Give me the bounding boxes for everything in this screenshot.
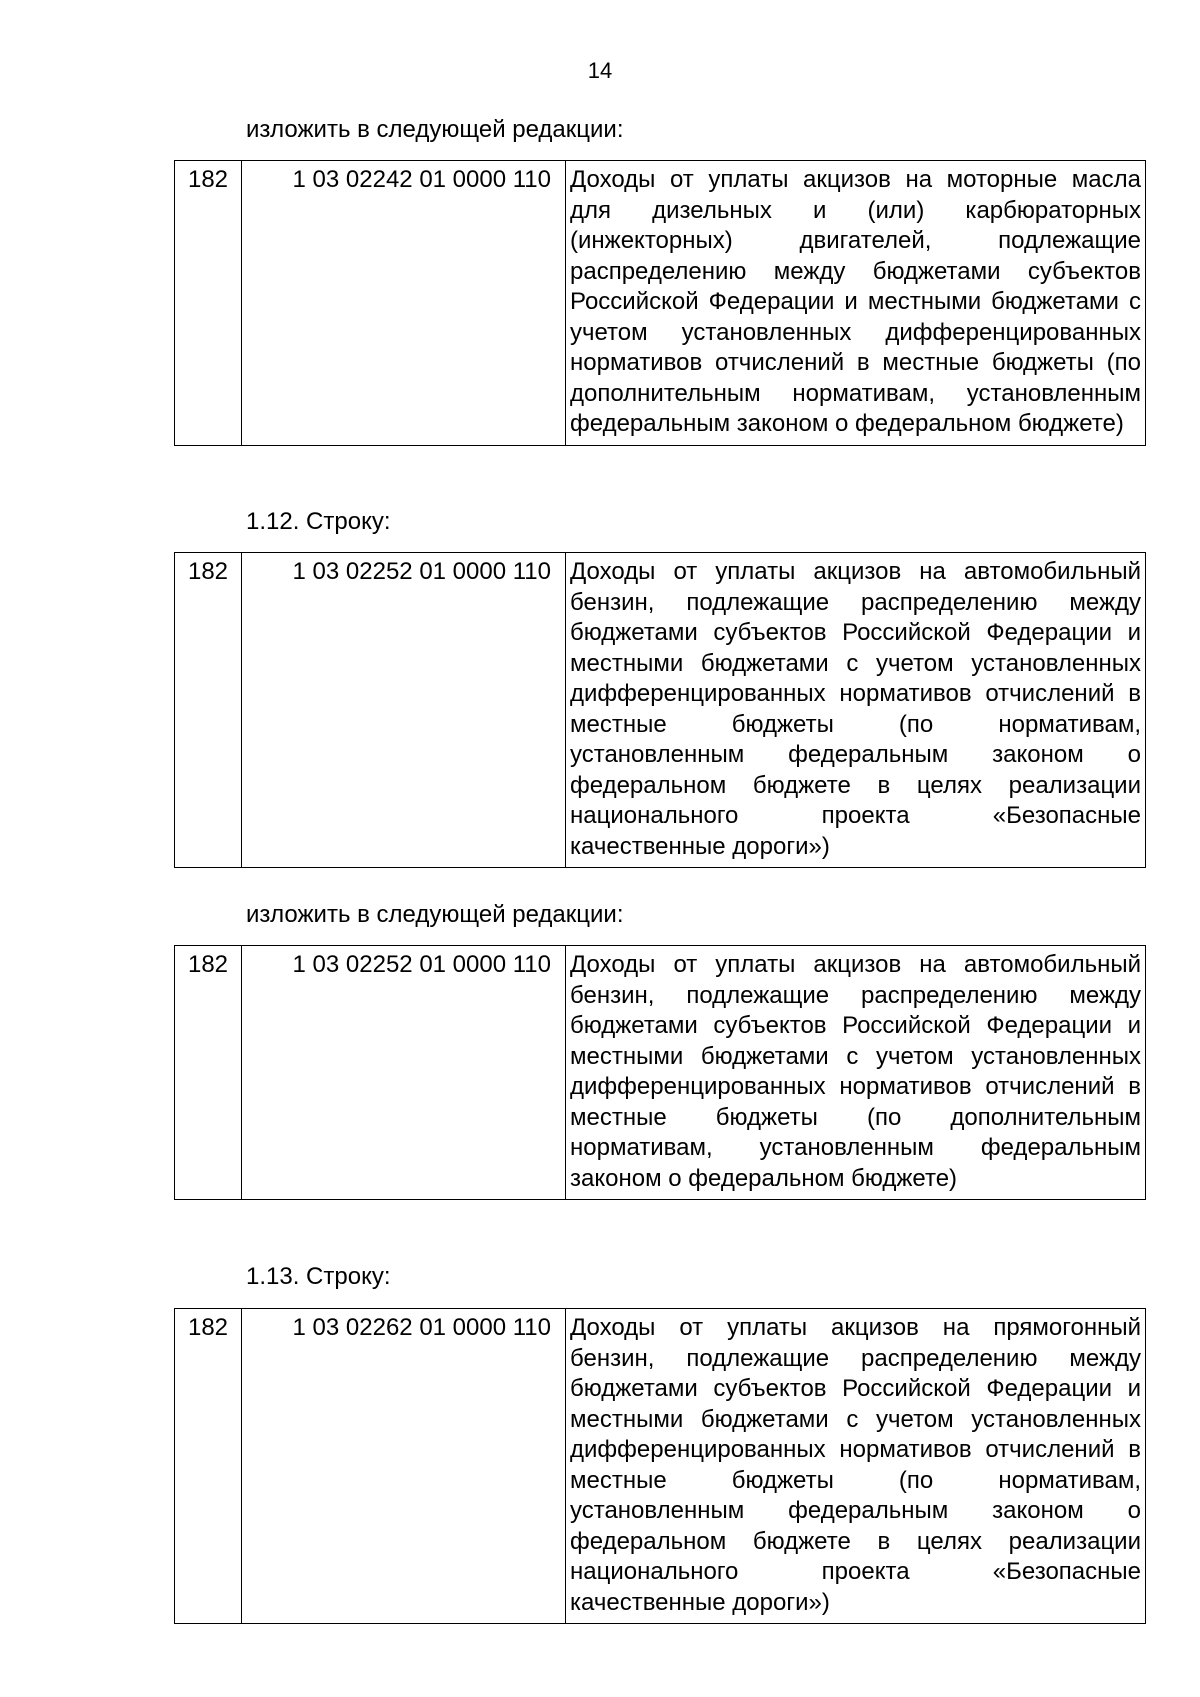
- revenue-table-2: [174, 552, 1146, 868]
- heading-1-13: 1.13. Строку:: [246, 1263, 391, 1290]
- admin-code-cell: 182: [175, 553, 242, 868]
- table-row: [175, 161, 1146, 446]
- page-number: 14: [587, 58, 613, 83]
- budget-code-cell: 1 03 02252 01 0000 110: [242, 946, 566, 1200]
- table-row: [175, 946, 1146, 1200]
- revenue-table-4: [174, 1308, 1146, 1624]
- revenue-name-cell: Доходы от уплаты акцизов на прямогонный бензин, подлежащие распределению между бюджетами субъектов Российской Федерации и местными бюджетами с учетом установленных дифференцированных нормативов отчислений в местные бюджеты (по нормативам, установленным федеральным законом о федеральном бюджете в целях реализации национального проекта «Безопасные качественные дороги»): [566, 1309, 1146, 1624]
- admin-code-cell: 182: [175, 946, 242, 1200]
- budget-code-cell: 1 03 02262 01 0000 110: [242, 1309, 566, 1624]
- budget-code-cell: 1 03 02252 01 0000 110: [242, 553, 566, 868]
- heading-1-12: 1.12. Строку:: [246, 508, 391, 535]
- intro-text-1: изложить в следующей редакции:: [246, 116, 624, 143]
- revenue-table-1: [174, 160, 1146, 446]
- admin-code-cell: 182: [175, 161, 242, 446]
- revenue-name-cell: Доходы от уплаты акцизов на автомобильный бензин, подлежащие распределению между бюджетами субъектов Российской Федерации и местными бюджетами с учетом установленных дифференцированных нормативов отчислений в местные бюджеты (по дополнительным нормативам, установленным федеральным законом о федеральном бюджете): [566, 946, 1146, 1200]
- revenue-table-3: [174, 945, 1146, 1200]
- revenue-name-cell: Доходы от уплаты акцизов на моторные масла для дизельных и (или) карбюраторных (инжекторных) двигателей, подлежащие распределению между бюджетами субъектов Российской Федерации и местными бюджетами с учетом установленных дифференцированных нормативов отчислений в местные бюджеты (по дополнительным нормативам, установленным федеральным законом о федеральном бюджете): [566, 161, 1146, 446]
- intro-text-2: изложить в следующей редакции:: [246, 901, 624, 928]
- table-row: [175, 1309, 1146, 1624]
- revenue-name-cell: Доходы от уплаты акцизов на автомобильный бензин, подлежащие распределению между бюджетами субъектов Российской Федерации и местными бюджетами с учетом установленных дифференцированных нормативов отчислений в местные бюджеты (по нормативам, установленным федеральным законом о федеральном бюджете в целях реализации национального проекта «Безопасные качественные дороги»): [566, 553, 1146, 868]
- budget-code-cell: 1 03 02242 01 0000 110: [242, 161, 566, 446]
- admin-code-cell: 182: [175, 1309, 242, 1624]
- table-row: [175, 553, 1146, 868]
